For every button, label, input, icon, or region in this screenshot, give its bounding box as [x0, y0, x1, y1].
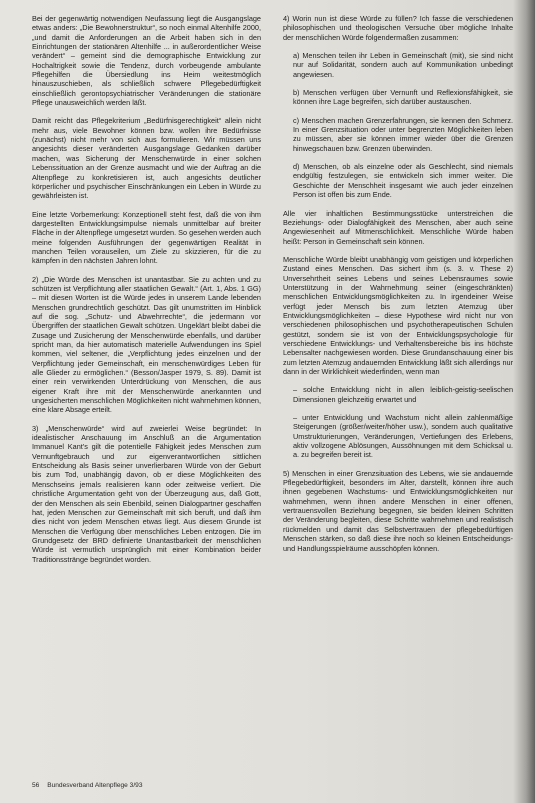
book-spine-shadow — [513, 0, 535, 803]
list-item: c) Menschen machen Grenzerfahrungen, sie kennen den Schmerz. In einer Grenzsituation oder unter begrenzten Möglichkeiten leben zu müssen, aber sie können immer wieder über die Grenzen hinwegschauen bzw. Grenzen überwinden. — [293, 115, 513, 153]
page-footer — [32, 782, 149, 789]
paragraph: 5) Menschen in einer Grenzsituation des Lebens, wie sie andauernde Pflegebedürftigkeit, besonders im Alter, darstellt, können ihre auch ihnen gegebenen Wachstums- und Entwicklungsmöglichkeiten nur wahrnehmen, wenn ihnen andere Menschen in einer offenen, vertrauensvollen Beziehung begegnen, sie beiden kleinen Schritten der Veränderung begleiten, diese Schritte wahrnehmen und realistisch rückmelden und damit das Selbstvertrauen der pflegebedürftigen Menschen stärken, so daß diese ihre noch so kleinen Entscheidungs- und Handlungsspielräume ausschöpfen können. — [283, 468, 513, 553]
paragraph: 4) Worin nun ist diese Würde zu füllen? Ich fasse die verschiedenen philosophischen und theologischen Versuche über mögliche Inhalte der menschlichen Würde folgendermaßen zusammen: — [283, 14, 513, 42]
list-item: d) Menschen, ob als einzelne oder als Geschlecht, sind niemals endgültig festzulegen, sie entwickeln sich immer weiter. Die Geschichte der Menschheit insgesamt wie auch jeder einzelnen Person ist offen bis zum Ende. — [293, 162, 513, 200]
paragraph: Menschliche Würde bleibt unabhängig vom geistigen und körperlichen Zustand eines Menschen. Das sichert ihm (s. 3. v. These 2) Unversehrtheit seines Lebens und seines Lebensraumes sowie Unterstützung in der Wahrnehmung seiner (eingeschränkten) menschlichen Entwicklungsmöglichkeiten zu. In irgendeiner Weise verfügt jeder Mensch bis zum letzten Atemzug über Entwicklungsmöglichkeiten – diese Hypothese wird nicht nur von verschiedenen philosophischen und psychotherapeutischen Schulen gestützt, sondern sie ist von der Entwicklungspsychologie für verschiedene Entwicklungs- und Verhaltensbereiche bis ins höchste Lebensalter nachgewiesen worden. Diese Grundanschauung einer bis zum letzten Atemzug andauernden Entwicklung läßt sich allerdings nur dann in der Wirklichkeit wiederfinden, wenn man — [283, 254, 513, 376]
list-item: b) Menschen verfügen über Vernunft und Reflexionsfähigkeit, sie können ihre Lage begreifen, sich darüber austauschen. — [293, 88, 513, 107]
page-number: 56 — [32, 782, 40, 789]
paragraph: Eine letzte Vorbemerkung: Konzeptionell steht fest, daß die von ihm dargestellten Entwicklungsimpulse niemals unmittelbar auf breiter Fläche in der Altenpflege umgesetzt wurden. So gesehen werden auch meine folgenden Ausführungen der gegenwärtigen Realität in manchen Teilen vorauseilen, um Ziele zu skizzieren, für die zu kämpfen in den nächsten Jahren lohnt. — [32, 209, 261, 266]
left-text-column — [32, 14, 261, 573]
paragraph: Bei der gegenwärtig notwendigen Neufassung liegt die Ausgangslage etwas anders: „Die Bewohnerstruktur“, so noch einmal Altenhilfe 2000, „und damit die Anforderungen an die Arbeit haben sich in den Einrichtungen der stationären Altenhilfe ... in außerordentlicher Weise verändert“ – gemeint sind die demographische Entwicklung zur Hochaltrigkeit sowie die Tendenz, durch vorbeugende ambulante Pflegehilfen die Übersiedlung ins Heim weitestmöglich hinauszuschieben, als schließlich schwere Pflegebedürftigkeit einschließlich gerontopsychiatrischer Veränderungen die stationäre Pflege unausweichlich werden läßt. — [32, 14, 261, 108]
paragraph: Alle vier inhaltlichen Bestimmungsstücke unterstreichen die Beziehungs- oder Dialogfähigkeit des Menschen, aber auch seine Angewiesenheit auf Mitmenschlichkeit. Menschliche Würde haben heißt: Person in Gemeinschaft sein können. — [283, 208, 513, 246]
paragraph: 3) „Menschenwürde“ wird auf zweierlei Weise begründet: In idealistischer Anschauung im Anschluß an die Argumentation Immanuel Kant's gilt die potentielle Fähigkeit jedes Menschen zum Vernunftgebrauch und zur eigenverantwortlichen sittlichen Entscheidung als Basis seiner unverlierbaren Würde von der Geburt bis zum Tod, unabhängig davon, ob er diese Möglichkeiten des Menschseins jemals realisieren kann oder zeitweise verliert. Die christliche Argumentation geht von der Überzeugung aus, daß Gott, der den Menschen als sein Ebenbild, seinen Dialogpartner geschaffen hat, jeden Menschen zur Gemeinschaft mit sich beruft, und daß ihm dies nicht von jedem Menschen etwas liegt. Aus diesem Grunde ist Menschen die Verfügung über menschliches Leben entzogen. Die im Grundgesetz der BRD definierte Unantastbarkeit der menschlichen Würde ist vermutlich ursprünglich mit einer Kombination beider Traditionsstränge begründet worden. — [32, 423, 261, 564]
list-item: a) Menschen teilen ihr Leben in Gemeinschaft (mit), sie sind nicht nur auf Solidarität, sondern auch auf Kommunikation unbedingt angewiesen. — [293, 51, 513, 79]
paragraph: Damit reicht das Pflegekriterium „Bedürfnisgerechtigkeit“ allein nicht mehr aus, viele Bewohner können bzw. wollen ihre Bedürfnisse (zunächst) nicht mehr von sich aus formulieren. Wir müssen uns angesichts dieser veränderten Ausgangslage Gedanken darüber machen, was Sicherung der Menschenwürde in einer solchen Lebenssituation an der Grenze ausmacht und wie der Auftrag an die Altenpflege zu konkretisieren ist, auch angesichts deutlicher körperlicher und psychischer Einschränkungen ein Leben in Würde zu gewährleisten ist. — [32, 116, 261, 201]
list-item: – unter Entwicklung und Wachstum nicht allein zahlenmäßige Steigerungen (größer/weiter/höher usw.), sondern auch qualitative Umstrukturierungen, Veränderungen, Vertiefungen des Erlebens, aktiv vollzogene Ablösungen, Aussöhnungen mit dem Schicksal u. a. zu begreifen bereit ist. — [293, 413, 513, 460]
publication-name: Bundesverband Altenpflege 3/93 — [47, 782, 143, 789]
paragraph: 2) „Die Würde des Menschen ist unantastbar. Sie zu achten und zu schützen ist Verpflichtung aller staatlichen Gewalt.“ (Art. 1, Abs. 1 GG) – mit diesen Worten ist die Würde jedes in unserem Lande lebenden Menschen grundrechtlich geschützt. Das gilt unumstritten im Hinblick auf die sog. „Schutz- und Abwehrrechte“, die jedermann vor Übergriffen der staatlichen Gewalt schützen. Ungeklärt bleibt dabei die Zusage und Zusicherung der Menschenwürde ebenfalls, und darüber spricht man, da hier automatisch materielle Aufwendungen ins Spiel kommen, viel seltener, die „Verpflichtung jedes einzelnen und der Verpflichtung jeder Gemeinschaft, ein menschenwürdiges Leben für alle Glieder zu ermöglichen.“ (Besson/Jasper 1979, S. 89). Damit ist einer rein verwirkenden Unterdrückung von Menschen, die aus eigener Kraft ihre mit der Menschenwürde anerkannten und ungesicherten menschlichen Möglichkeiten nicht wahrnehmen können, eine klare Absage erteilt. — [32, 274, 261, 415]
list-item: – solche Entwicklung nicht in allen leiblich-geistig-seelischen Dimensionen gleichzeitig erwartet und — [293, 385, 513, 404]
right-text-column — [283, 14, 513, 562]
